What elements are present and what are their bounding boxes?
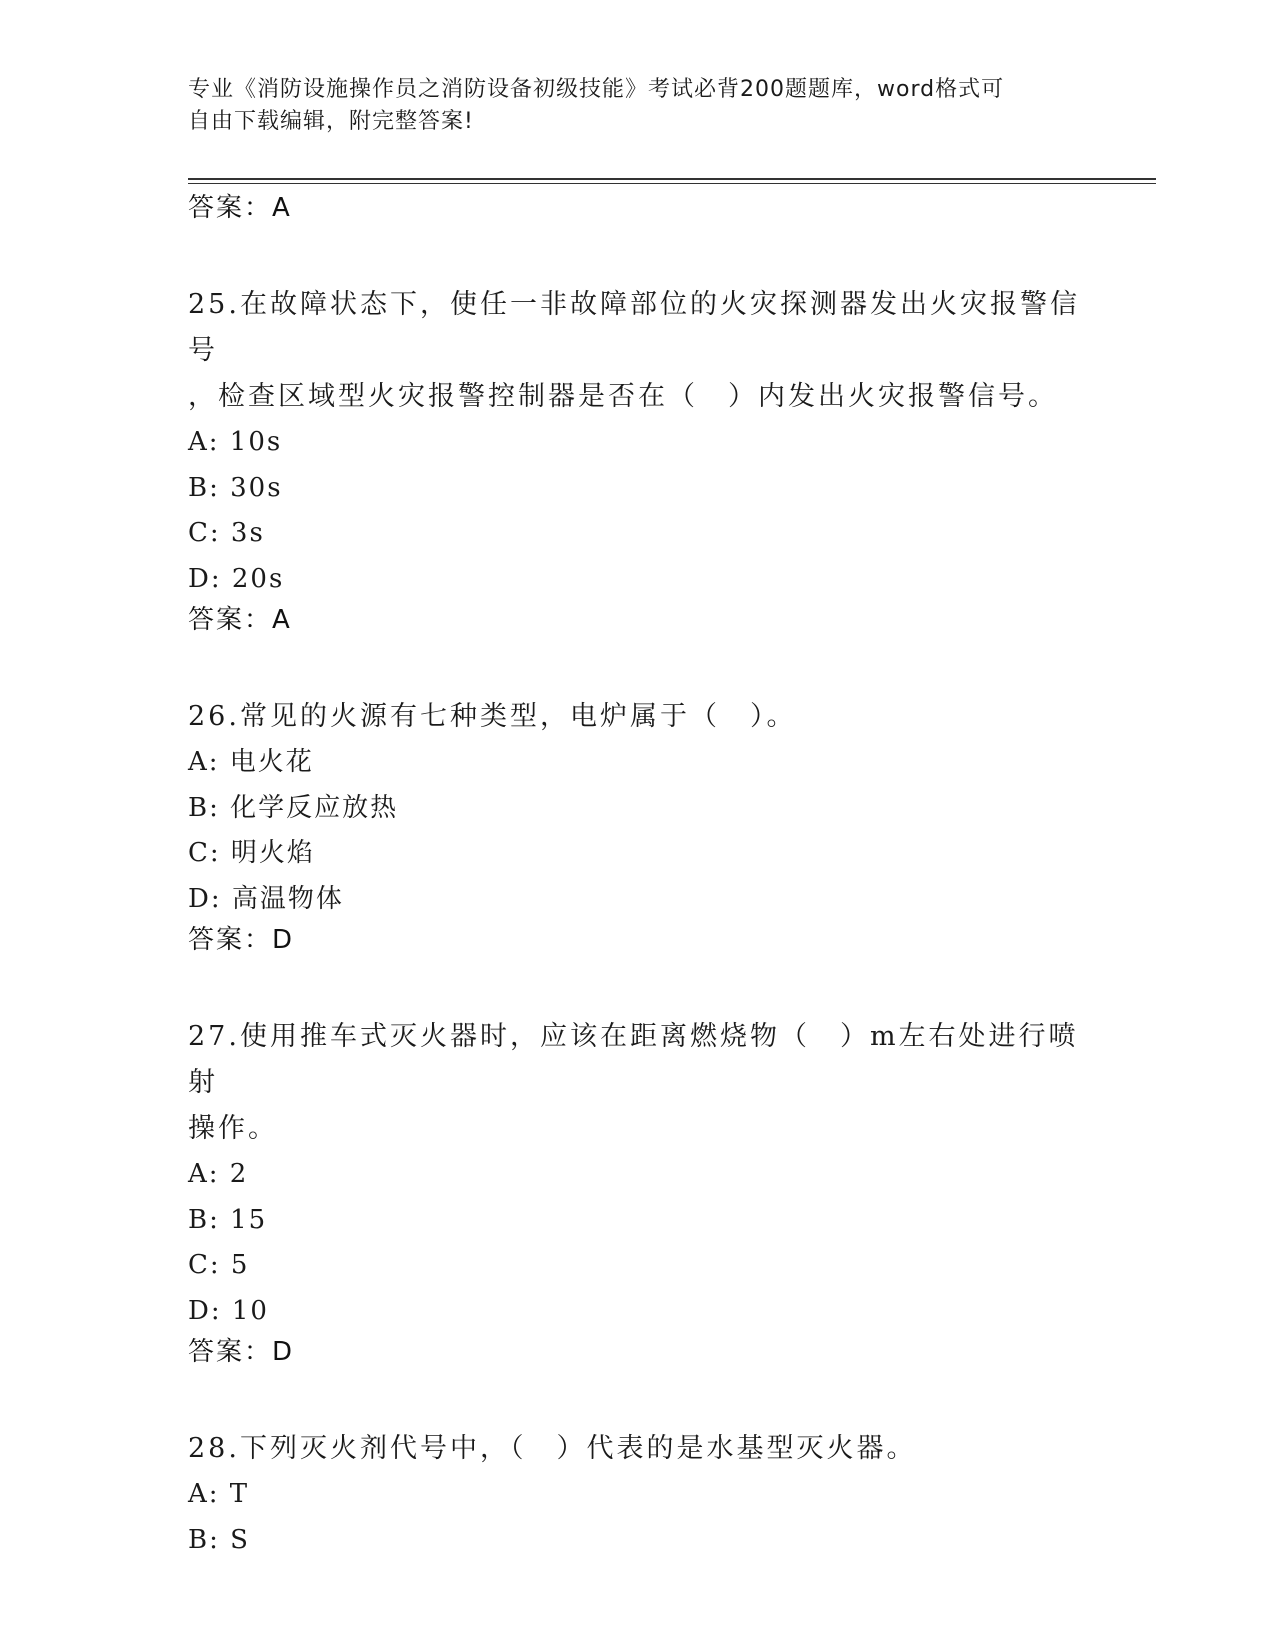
question-stem [188, 1014, 1088, 1152]
option-a: A: 10s [188, 427, 283, 457]
question-stem [188, 1426, 1088, 1472]
question-stem-line: 操作。 [188, 1113, 278, 1144]
previous-answer: 答案：A [188, 193, 292, 223]
header-divider [188, 178, 1156, 184]
question-stem-line: 25.在故障状态下，使任一非故障部位的火灾探测器发出火灾报警信号 [188, 289, 1080, 366]
option-a: A: 2 [188, 1159, 249, 1189]
option-b: B: 化学反应放热 [188, 792, 399, 823]
option-a: A: T [188, 1479, 250, 1509]
header-line-2: 自由下载编辑，附完整答案! [188, 109, 474, 134]
question-stem [188, 694, 1088, 740]
question-stem-line: 28.下列灭火剂代号中，（ ）代表的是水基型灭火器。 [188, 1433, 917, 1464]
option-b: B: 15 [188, 1204, 268, 1235]
question-stem-line: 26.常见的火源有七种类型，电炉属于（ ）。 [188, 701, 797, 732]
answer: 答案：A [188, 605, 292, 635]
page-header [188, 74, 1088, 138]
option-c: C: 5 [188, 1250, 250, 1280]
answer: 答案：D [188, 1337, 295, 1367]
question-27 [188, 1014, 1088, 1380]
option-b: B: S [188, 1524, 250, 1555]
question-stem [188, 282, 1088, 420]
question-stem-line: 27.使用推车式灭火器时，应该在距离燃烧物（ ）m左右处进行喷射 [188, 1021, 1079, 1098]
question-28 [188, 1426, 1088, 1563]
question-26 [188, 694, 1088, 968]
option-c: C: 3s [188, 518, 265, 548]
header-line-1: 专业《消防设施操作员之消防设备初级技能》考试必背200题题库，word格式可 [188, 77, 1005, 102]
question-stem-line: ，检查区域型火灾报警控制器是否在（ ）内发出火灾报警信号。 [188, 381, 1058, 412]
option-d: D: 高温物体 [188, 883, 344, 914]
question-list [188, 190, 1088, 1563]
option-b: B: 30s [188, 472, 283, 503]
option-a: A: 电火花 [188, 747, 314, 777]
option-d: D: 20s [188, 563, 285, 594]
option-d: D: 10 [188, 1295, 269, 1326]
answer: 答案：D [188, 925, 295, 955]
option-c: C: 明火焰 [188, 838, 315, 868]
question-25 [188, 282, 1088, 648]
